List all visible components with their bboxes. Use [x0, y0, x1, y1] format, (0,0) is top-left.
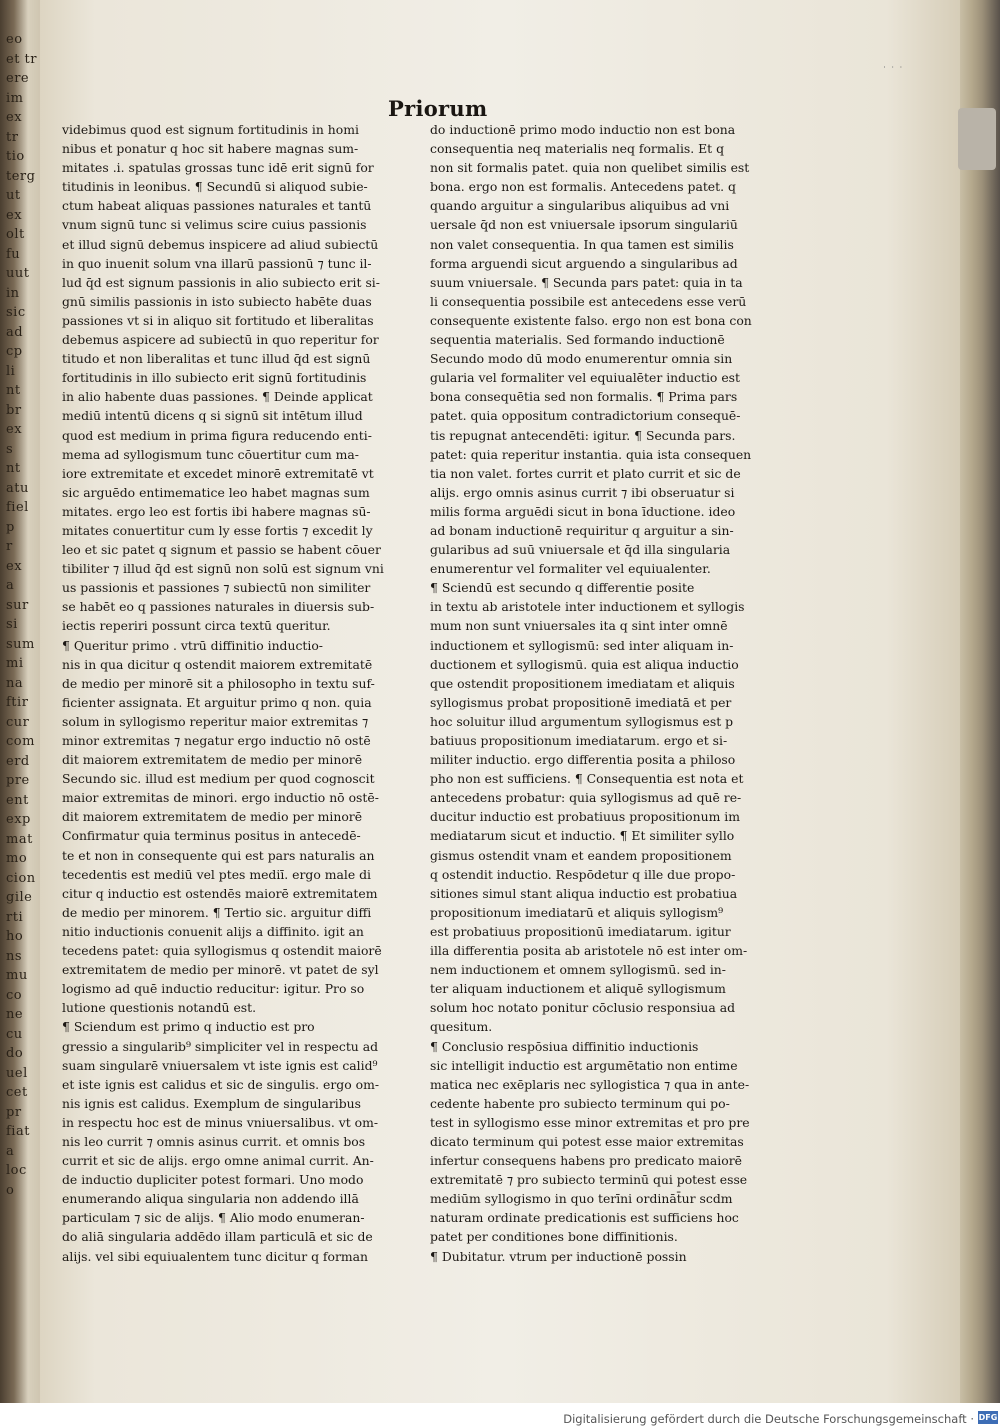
text-line: videbimus quod est signum fortitudinis in homi — [62, 122, 359, 137]
text-line: extremitatem de medio per minorē. vt patet de syl — [62, 962, 379, 978]
text-line: ¶ Conclusio respōsiua diffinitio inductionis — [430, 1038, 699, 1054]
text-line: mediūm syllogismo in quo terīni ordināt̄ur scdm — [430, 1191, 733, 1207]
text-line: illa differentia posita ab aristotele nō est inter om- — [430, 943, 748, 959]
text-line: solum hoc notato ponitur cōclusio responsiua ad — [430, 1000, 736, 1016]
text-line: ¶ Queritur primo . vtrū diffinitio inductio- — [62, 637, 323, 653]
fragment-line: mo — [6, 851, 28, 866]
text-line: gularia vel formaliter vel equiualēter inductio est — [430, 370, 740, 386]
fragment-line: cur — [6, 714, 30, 730]
facing-page-edge — [0, 0, 40, 1403]
text-line: mitates .i. spatulas grossas tunc idē erit signū for — [62, 160, 374, 176]
fragment-line: uel — [6, 1065, 28, 1081]
fragment-line: na — [6, 675, 24, 691]
text-line: alijs. ergo omnis asinus currit ⁊ ibi obseruatur si — [430, 484, 735, 500]
bookmark-tab — [958, 108, 996, 170]
text-line: mediū intentū dicens q si signū sit intētum illud — [62, 408, 363, 424]
fragment-line: ut — [6, 188, 21, 203]
text-line: in textu ab aristotele inter inductionem et syllogis — [430, 599, 745, 615]
fragment-line: tio — [6, 149, 25, 164]
text-line: mitates. ergo leo est fortis ibi habere magnas sū- — [62, 503, 371, 519]
text-line: currit et sic de alijs. ergo omne animal currit. An- — [62, 1153, 374, 1169]
text-line: forma arguendi sicut arguendo a singularibus ad — [430, 255, 738, 271]
text-line: nis ignis est calidus. Exemplum de singularibus — [62, 1095, 361, 1111]
text-line: non valet consequentia. In qua tamen est similis — [430, 236, 734, 252]
text-line: ad bonam inductionē requiritur q arguitur a sin- — [430, 522, 734, 538]
text-line: propositionum imediatarū et aliquis syllogism⁹ — [430, 904, 724, 920]
text-line: naturam ordinate predicationis est sufficiens hoc — [430, 1210, 739, 1226]
text-line: enumerando aliqua singularia non addendo illā — [62, 1191, 359, 1207]
fragment-line: ne — [6, 1007, 24, 1022]
text-line: quod est medium in prima figura reducendo enti- — [62, 427, 372, 443]
text-line: mediatarum sicut et inductio. ¶ Et similiter syllo — [430, 828, 735, 844]
text-line: bona consequētia sed non formalis. ¶ Prima pars — [430, 389, 738, 405]
left-text-column — [62, 120, 408, 1266]
text-line: ductionem et syllogismū. quia est aliqua inductio — [430, 656, 739, 672]
text-line: quando arguitur a singularibus aliquibus ad vni — [430, 198, 730, 214]
text-line: debemus aspicere ad subiectū in quo reperitur for — [62, 332, 379, 348]
text-line: se habēt eo q passiones naturales in diuersis sub- — [62, 599, 375, 615]
fragment-line: uut — [6, 266, 30, 281]
text-line: et illud signū debemus inspicere ad aliud subiectū — [62, 236, 379, 252]
fragment-line: cet — [6, 1085, 28, 1100]
text-line: Secundo modo dū modo enumerentur omnia sin — [430, 351, 733, 367]
fragment-line: pre — [6, 773, 30, 788]
fragment-line: si — [6, 617, 18, 632]
text-line: gressio a singularib⁹ simpliciter vel in respectu ad — [62, 1038, 379, 1054]
text-line: li consequentia possibile est antecedens esse verū — [430, 293, 747, 309]
text-line: iore extremitate et excedet minorē extremitatē vt — [62, 465, 374, 481]
text-line: alijs. vel sibi equiualentem tunc dicitur q forman — [62, 1248, 369, 1264]
text-line: mema ad syllogismum tunc cōuertitur cum ma- — [62, 446, 359, 462]
text-line: batiuus propositionum imediatarum. ergo et si- — [430, 733, 728, 748]
fragment-line: in — [6, 285, 20, 301]
fragment-line: s — [6, 441, 14, 457]
fragment-line: fiel — [6, 500, 29, 515]
fragment-line: gile — [6, 890, 33, 905]
fragment-line: cion — [6, 870, 36, 886]
fragment-line: erd — [6, 753, 30, 769]
page-stack-edge — [960, 0, 1000, 1403]
fragment-line: terg — [6, 168, 36, 184]
fragment-line: fiat — [6, 1124, 30, 1139]
text-line: nis in qua dicitur q ostendit maiorem extremitatē — [62, 656, 373, 672]
text-line: dit maiorem extremitatem de medio per minorē — [62, 809, 363, 825]
text-line: tecedens patet: quia syllogismus q ostendit maiorē — [62, 943, 382, 959]
text-line: tia non valet. fortes currit et plato currit et sic de — [430, 465, 741, 481]
text-line: patet: quia reperitur instantia. quia ista consequen — [430, 446, 752, 462]
dfg-logo: DFG — [978, 1413, 998, 1422]
fragment-line: fu — [6, 246, 21, 262]
fragment-line: mat — [6, 831, 33, 847]
text-line: lud q̄d est signum passionis in alio subiecto erit si- — [62, 274, 380, 290]
fragment-line: exp — [6, 812, 31, 827]
fragment-line: pr — [6, 1104, 22, 1120]
text-line: cedente habente pro subiecto terminum qui po- — [430, 1095, 730, 1111]
text-line: tis repugnat antecendēti: igitur. ¶ Secunda pars. — [430, 427, 736, 443]
text-line: pho non est sufficiens. ¶ Consequentia est nota et — [430, 771, 744, 787]
fragment-line: ex — [6, 422, 23, 437]
fragment-line: co — [6, 987, 23, 1003]
text-line: in respectu hoc est de minus vniuersalibus. vt om- — [62, 1114, 379, 1130]
text-line: sic intelligit inductio est argumētatio non entime — [430, 1057, 738, 1073]
fragment-line: eo — [6, 32, 23, 47]
text-line: de medio per minorem. ¶ Tertio sic. arguitur diffi — [62, 904, 372, 920]
text-line: ter aliquam inductionem et aliquē syllogismum — [430, 981, 726, 997]
text-line: ¶ Sciendum est primo q inductio est pro — [62, 1019, 315, 1035]
text-line: matica nec exēplaris nec syllogistica ⁊ qua in ante- — [430, 1076, 750, 1092]
running-header: Priorum — [388, 96, 488, 121]
footer-credit: Digitalisierung gefördert durch die Deutsche Forschungsgemeinschaft · — [563, 1412, 974, 1426]
text-line: ficienter assignata. Et arguitur primo q non. quia — [62, 694, 372, 710]
text-line: de inductio dupliciter potest formari. Uno modo — [62, 1172, 364, 1188]
text-line: titudinis in leonibus. ¶ Secundū si aliquod subie- — [62, 179, 368, 195]
text-line: et iste ignis est calidus et sic de singulis. ergo om- — [62, 1076, 380, 1092]
text-line: te et non in consequente qui est pars naturalis an — [62, 847, 375, 863]
text-line: titudo et non liberalitas et tunc illud q̄d est signū — [62, 351, 371, 367]
fragment-line: ex — [6, 207, 23, 223]
text-line: extremitatē ⁊ pro subiecto terminū qui potest esse — [430, 1172, 748, 1188]
text-line: gismus ostendit vnam et eandem propositionem — [430, 847, 732, 863]
fragment-line: cu — [6, 1026, 23, 1042]
text-line: iectis reperiri possunt circa textū queritur. — [62, 618, 331, 634]
fragment-line: ftir — [6, 695, 29, 710]
fragment-line: a — [6, 578, 15, 593]
text-line: nitio inductionis conuenit alijs a diffinito. igit an — [62, 923, 364, 939]
text-line: in quo inuenit solum vna illarū passionū ⁊ tunc il- — [62, 255, 372, 271]
text-line: syllogismus probat propositionē imediatā et per — [430, 694, 732, 710]
text-line: que ostendit propositionem imediatam et aliquis — [430, 675, 735, 691]
fragment-line: ex — [6, 110, 23, 125]
text-line: logismo ad quē inductio reducitur: igitur. Pro so — [62, 981, 365, 997]
fragment-line: mu — [6, 968, 28, 983]
text-line: infertur consequens habens pro predicato maiorē — [430, 1153, 742, 1169]
margin-specks: ˙ ˙ ˙ — [882, 66, 904, 77]
text-line: ¶ Sciendū est secundo q differentie posite — [430, 580, 695, 596]
text-line: ¶ Dubitatur. vtrum per inductionē possin — [430, 1248, 687, 1264]
text-line: dit maiorem extremitatem de medio per minorē — [62, 752, 363, 768]
fragment-line: ho — [6, 929, 24, 944]
fragment-line: ns — [6, 948, 23, 964]
fragment-line: im — [6, 90, 24, 106]
text-line: ducitur inductio est probatiuus propositionum im — [430, 809, 741, 825]
text-line: do aliā singularia addēdo illam particulā et sic de — [62, 1229, 373, 1245]
text-line: patet. quia oppositum contradictorium consequē- — [430, 408, 741, 424]
fragment-line: do — [6, 1046, 24, 1061]
text-line: in alio habente duas passiones. ¶ Deinde applicat — [62, 389, 373, 405]
text-line: suum vniuersale. ¶ Secunda pars patet: quia in ta — [430, 274, 743, 290]
text-line: tecedentis est mediū vel ptes mediī. ergo male di — [62, 866, 372, 882]
text-line: sequentia materialis. Sed formando inductionē — [430, 332, 725, 348]
facing-page-text-fragment — [6, 30, 37, 1198]
text-line: ctum habeat aliquas passiones naturales et tantū — [62, 198, 372, 214]
fragment-line: tr — [6, 129, 19, 145]
text-line: patet per conditiones bone diffinitionis. — [430, 1229, 678, 1245]
fragment-line: p — [6, 519, 15, 535]
text-line: inductionem et syllogismū: sed inter aliquam in- — [430, 637, 734, 653]
text-line: consequente existente falso. ergo non est bona con — [430, 312, 752, 328]
fragment-line: et tr — [6, 51, 37, 67]
text-line: nis leo currit ⁊ omnis asinus currit. et omnis bos — [62, 1133, 366, 1149]
text-line: mum non sunt vniuersales ita q sint inter omnē — [430, 618, 728, 634]
text-line: fortitudinis in illo subiecto erit signū fortitudinis — [62, 370, 367, 386]
fragment-line: br — [6, 402, 22, 418]
text-line: passiones vt si in aliquo sit fortitudo et liberalitas — [62, 312, 374, 328]
fragment-line: ent — [6, 792, 29, 808]
fragment-line: ere — [6, 71, 30, 86]
text-line: nem inductionem et omnem syllogismū. sed in- — [430, 962, 726, 978]
text-line: tibiliter ⁊ illud q̄d est signū non solū est signum vni — [62, 561, 384, 577]
text-line: antecedens probatur: quia syllogismus ad quē re- — [430, 790, 742, 806]
text-line: us passionis et passiones ⁊ subiectū non similiter — [62, 580, 371, 596]
fragment-line: r — [6, 539, 13, 554]
fragment-line: li — [6, 363, 16, 379]
text-line: citur q inductio est ostendēs maiorē extremitatem — [62, 885, 378, 901]
text-line: uersale q̄d non est vniuersale ipsorum singulariū — [430, 217, 738, 233]
fragment-line: sur — [6, 597, 29, 613]
fragment-line: com — [6, 734, 35, 749]
text-line: est probatiuus propositionū imediatarum. igitur — [430, 923, 731, 939]
text-line: dicato terminum qui potest esse maior extremitas — [430, 1133, 744, 1149]
fragment-line: a — [6, 1143, 15, 1159]
fragment-line: ex — [6, 558, 23, 574]
fragment-line: sum — [6, 636, 35, 652]
fragment-line: ad — [6, 324, 24, 340]
text-line: mitates conuertitur cum ly esse fortis ⁊ excedit ly — [62, 522, 373, 538]
text-line: quesitum. — [430, 1019, 493, 1035]
text-line: de medio per minorē sit a philosopho in textu suf- — [62, 675, 375, 691]
text-line: do inductionē primo modo inductio non est bona — [430, 122, 736, 137]
text-line: Confirmatur quia terminus positus in antecedē- — [62, 828, 361, 844]
fragment-line: atu — [6, 480, 29, 496]
text-line: Secundo sic. illud est medium per quod cognoscit — [62, 771, 375, 787]
right-text-column — [430, 120, 782, 1266]
fragment-line: olt — [6, 227, 25, 242]
fragment-line: nt — [6, 383, 21, 398]
text-line: leo et sic patet q signum et passio se habent cōuer — [62, 542, 381, 558]
text-line: lutione questionis notandū est. — [62, 1000, 257, 1016]
text-line: particulam ⁊ sic de alijs. ¶ Alio modo enumeran- — [62, 1210, 365, 1226]
fragment-line: rti — [6, 909, 24, 925]
text-line: nibus et ponatur q hoc sit habere magnas sum- — [62, 141, 359, 157]
text-line: maior extremitas de minori. ergo inductio nō ostē- — [62, 790, 379, 806]
text-line: gularibus ad suū vniuersale et q̄d illa singularia — [430, 542, 731, 558]
text-line: suam singularē vniuersalem vt iste ignis est calid⁹ — [62, 1057, 378, 1073]
fragment-line: mi — [6, 656, 24, 671]
text-line: gnū similis passionis in isto subiecto habēte duas — [62, 293, 372, 309]
text-line: milis forma arguēdi sicut in bona īductione. ideo — [430, 503, 736, 519]
text-line: vnum signū tunc si velimus scire cuius passionis — [62, 217, 367, 233]
text-line: sic arguēdo entimematice leo habet magnas sum — [62, 484, 370, 500]
text-line: militer inductio. ergo differentia posita a philoso — [430, 752, 736, 768]
text-line: consequentia neq materialis neq formalis. Et q — [430, 141, 725, 157]
fragment-line: sic — [6, 305, 26, 320]
fragment-line: loc — [6, 1163, 27, 1178]
fragment-line: nt — [6, 461, 21, 476]
text-line: sitiones simul stant aliqua inductio est probatiua — [430, 885, 738, 901]
fragment-line: cp — [6, 344, 23, 359]
text-line: non sit formalis patet. quia non quelibet similis est — [430, 160, 750, 176]
text-line: enumerentur vel formaliter vel equiualenter. — [430, 561, 711, 577]
fragment-line: o — [6, 1182, 15, 1198]
text-line: minor extremitas ⁊ negatur ergo inductio nō ostē — [62, 733, 371, 748]
text-line: bona. ergo non est formalis. Antecedens patet. q — [430, 179, 736, 195]
text-line: q ostendit inductio. Respōdetur q ille due propo- — [430, 866, 736, 882]
text-line: hoc soluitur illud argumentum syllogismus est p — [430, 713, 734, 729]
text-line: test in syllogismo esse minor extremitas et pro pre — [430, 1114, 750, 1130]
text-line: solum in syllogismo reperitur maior extremitas ⁊ — [62, 713, 369, 729]
